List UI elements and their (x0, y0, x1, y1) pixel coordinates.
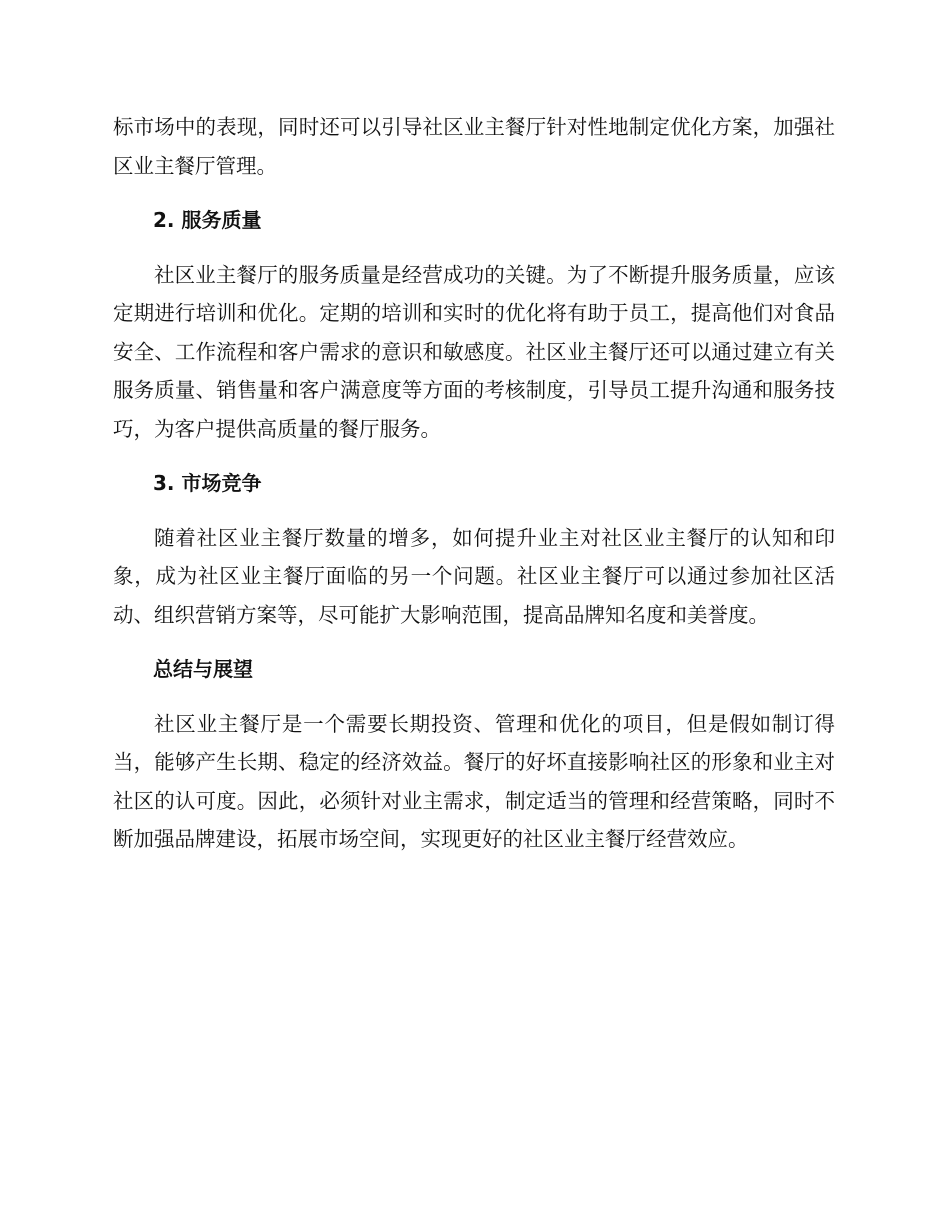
intro-paragraph: 标市场中的表现，同时还可以引导社区业主餐厅针对性地制定优化方案，加强社区业主餐厅管理。 (113, 115, 835, 178)
document-body (113, 108, 835, 875)
summary-paragraph: 社区业主餐厅是一个需要长期投资、管理和优化的项目，但是假如制订得当，能够产生长期、稳定的经济效益。餐厅的好坏直接影响社区的形象和业主对社区的认可度。因此，必须针对业主需求，制定适当的管理和经营策略，同时不断加强品牌建设，拓展市场空间，实现更好的社区业主餐厅经营效应。 (113, 711, 835, 851)
section-heading-market-competition: 3. 市场竞争 (153, 471, 262, 495)
service-quality-paragraph: 社区业主餐厅的服务质量是经营成功的关键。为了不断提升服务质量，应该定期进行培训和优化。定期的培训和实时的优化将有助于员工，提高他们对食品安全、工作流程和客户需求的意识和敏感度。社区业主餐厅还可以通过建立有关服务质量、销售量和客户满意度等方面的考核制度，引导员工提升沟通和服务技巧，为客户提供高质量的餐厅服务。 (113, 262, 835, 441)
section-heading-service-quality: 2. 服务质量 (153, 208, 262, 232)
section-heading-summary: 总结与展望 (153, 657, 253, 681)
market-competition-paragraph: 随着社区业主餐厅数量的增多，如何提升业主对社区业主餐厅的认知和印象，成为社区业主餐厅面临的另一个问题。社区业主餐厅可以通过参加社区活动、组织营销方案等，尽可能扩大影响范围，提高品牌知名度和美誉度。 (113, 525, 835, 627)
